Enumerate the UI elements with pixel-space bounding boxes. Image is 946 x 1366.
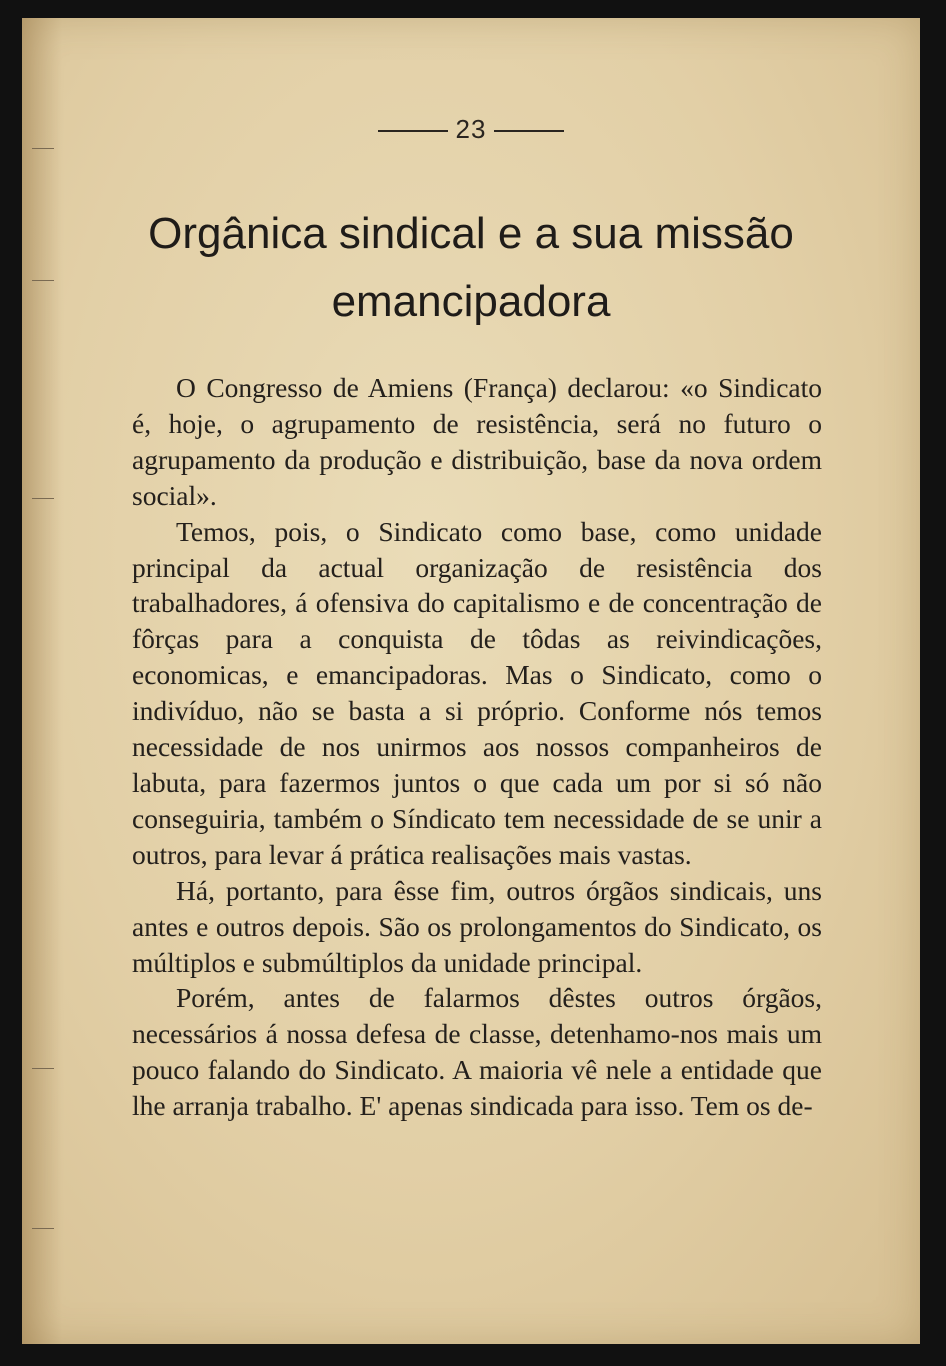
paragraph: Há, portanto, para êsse fim, outros órgãos sindicais, uns antes e outros depois. São os prolongamentos do Sindicato, os múltiplos e submúltiplos da unidade principal. <box>132 874 822 978</box>
book-page <box>22 18 920 1344</box>
page-number-rule-right <box>494 130 564 132</box>
page-number-rule-left <box>378 130 448 132</box>
paragraph: O Congresso de Amiens (França) declarou: «o Sindicato é, hoje, o agrupamento de resistência, será no futuro o agrupamento da produção e distribuição, base da nova ordem social». <box>132 372 822 511</box>
chapter-title: Orgânica sindical e a sua missão emancipadora <box>148 209 794 326</box>
paragraph: Temos, pois, o Sindicato como base, como unidade principal da actual organização de resistência dos trabalhadores, á ofensiva do capitalismo e de concentração de fôrças para a conquista de tôdas as reivindicações, economicas, e emancipadoras. Mas o Sindicato, como o indivíduo, não se basta a si próprio. Conforme nós temos necessidade de nos unirmos aos nossos companheiros de labuta, para fazermos juntos o que cada um por si só não conseguiria, também o Síndicato tem necessidade de se unir a outros, para levar á prática realisações mais vastas. <box>132 515 822 870</box>
page-number-text: 23 <box>455 114 487 144</box>
page-body <box>132 370 822 1124</box>
paragraph: Porém, antes de falarmos dêstes outros órgãos, necessários á nossa defesa de classe, detenhamo-nos mais um pouco falando do Sindicato. A maioria vê nele a entidade que lhe arranja trabalho. E' apenas sindicada para isso. Tem os de- <box>132 982 822 1122</box>
page-number <box>22 114 920 145</box>
